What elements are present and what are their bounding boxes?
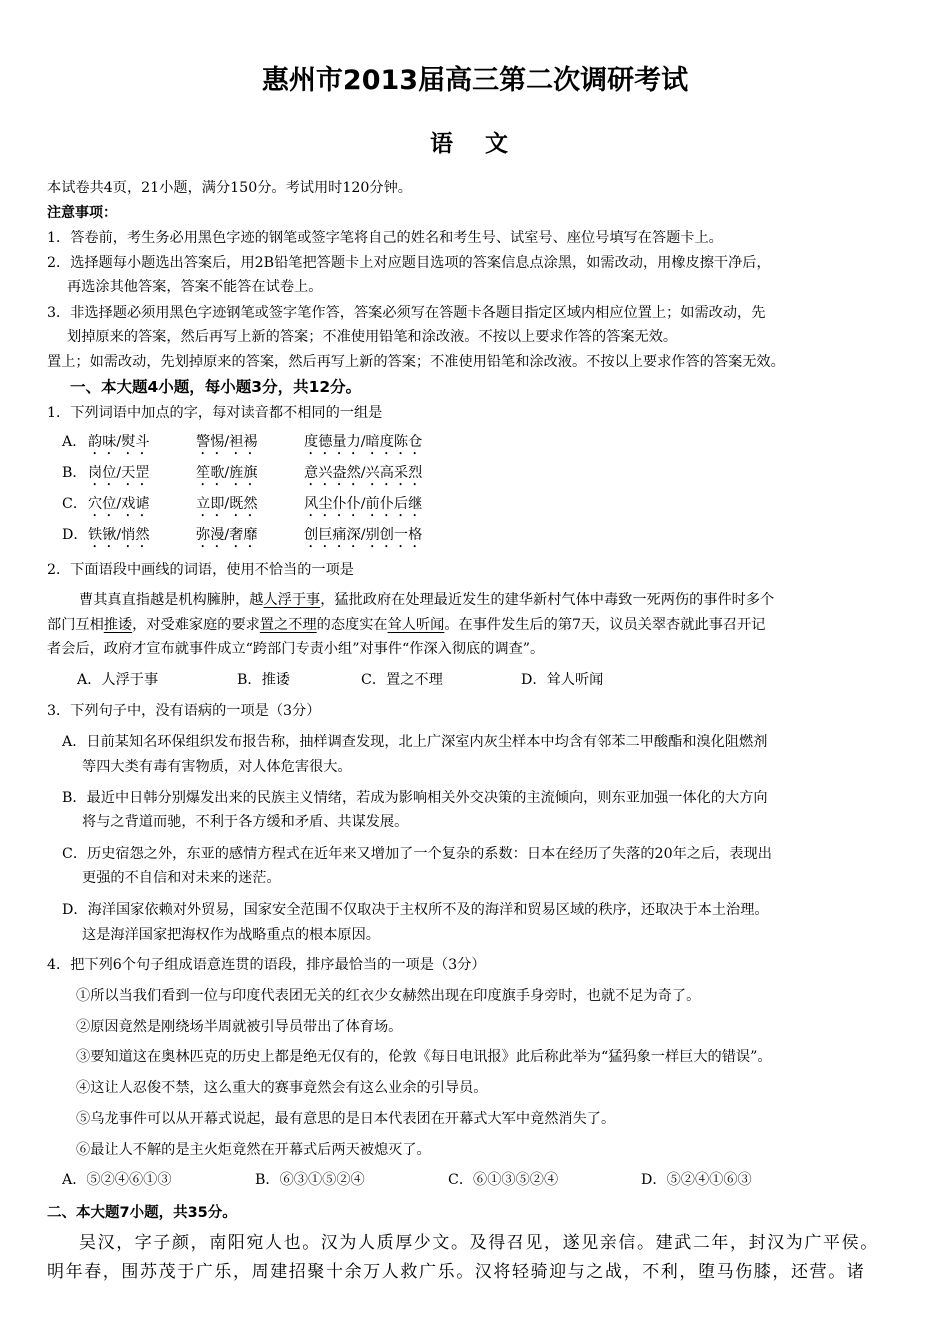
option: D．⑤②④①⑥③: [641, 1172, 752, 1188]
q4-sentence: ③要知道这在奥林匹克的历史上都是绝无仅有的，伦敦《每日电讯报》此后称此举为“猛犸象一样巨大的错误”。: [76, 1049, 772, 1065]
notice-item: 1．答卷前，考生务必用黑色字迹的钢笔或签字笔将自己的姓名和考生号、试室号、座位号填写在答题卡上。: [47, 230, 723, 246]
option-word: 度德量力/暗度陈仓: [304, 434, 423, 450]
section-heading: 一、本大题4小题，每小题3分，共12分。: [70, 378, 362, 396]
option-word: 意兴盎然/兴高采烈: [304, 465, 423, 481]
option-word: 警惕/袒裼: [196, 434, 258, 450]
q4-options: [62, 1170, 752, 1190]
option: B．推诿: [237, 672, 290, 688]
q1-option-row: [62, 494, 422, 520]
notice-item: 划掉原来的答案，然后再写上新的答案；不准使用铅笔和涂改液。不按以上要求作答的答案无效。: [67, 329, 678, 345]
option: A．⑤②④⑥①③: [62, 1172, 172, 1188]
underlined-word: 推诿: [103, 617, 133, 633]
q4-sentence: ⑤乌龙事件可以从开幕式说起，最有意思的是日本代表团在开幕式大军中竟然消失了。: [76, 1111, 616, 1127]
classical-passage-line: 明年春，围苏茂于广乐，周建招聚十余万人救广乐。汉将轻骑迎与之战，不利，堕马伤膝，还营。诸: [47, 1262, 866, 1282]
question-stem: 2．下面语段中画线的词语，使用不恰当的一项是: [47, 562, 354, 578]
question-stem: 1．下列词语中加点的字，每对读音都不相同的一组是: [47, 405, 383, 421]
underlined-word: 人浮于事: [263, 592, 321, 608]
exam-intro: 本试卷共4页，21小题，满分150分。考试用时120分钟。: [47, 180, 412, 196]
option-word: 铁锹/悄然: [88, 527, 150, 543]
q3-option-line: C．历史宿怨之外，东亚的感情方程式在近年来又增加了一个复杂的系数：日本在经历了失落的20年之后，表现出: [62, 846, 772, 862]
option-label: D．: [62, 527, 88, 543]
option-word: 弥漫/奢靡: [196, 527, 258, 543]
q1-option-row: [62, 463, 422, 489]
q2-passage-line: 者会后，政府才宣布就事件成立“跨部门专责小组”对事件“作深入彻底的调查”。: [47, 641, 545, 657]
q2-passage-line: [79, 590, 774, 610]
option: D．耸人听闻: [521, 672, 604, 688]
q3-option-line: A．日前某知名环保组织发布报告称，抽样调查发现，北上广深室内灰尘样本中均含有邻苯二甲酸酯和溴化阻燃剂: [62, 734, 768, 750]
option: A．人浮于事: [77, 672, 159, 688]
question-stem: 3．下列句子中，没有语病的一项是（3分）: [47, 703, 321, 719]
subject-title: 语 文: [429, 131, 520, 157]
passage-text: 的态度实在: [316, 617, 388, 633]
option: C．⑥①③⑤②④: [448, 1172, 559, 1188]
passage-text: ，猛批政府在处理最近发生的建华新村气体中毒致一死两伤的事件时多个: [320, 592, 775, 608]
option: C．置之不理: [361, 672, 443, 688]
q1-option-row: [62, 525, 422, 551]
notice-item: 置上；如需改动，先划掉原来的答案，然后再写上新的答案；不准使用铅笔和涂改液。不按以上要求作答的答案无效。: [47, 354, 785, 370]
q3-option-line: D．海洋国家依赖对外贸易，国家安全范围不仅取决于主权所不及的海洋和贸易区域的秩序，还取决于本土治理。: [62, 902, 769, 918]
q2-options: [77, 670, 603, 690]
option-label: C．: [62, 496, 88, 512]
passage-text: 。在事件发生后的第7天，议员关翠杏就此事召开记: [444, 617, 766, 633]
underlined-word: 置之不理: [259, 617, 317, 633]
option-word: 穴位/戏谑: [88, 496, 150, 512]
q4-sentence: ②原因竟然是刚绕场半周就被引导员带出了体育场。: [76, 1019, 403, 1035]
notice-item: 3．非选择题必须用黑色字迹钢笔或签字笔作答，答案必须写在答题卡各题目指定区域内相应位置上；如需改动，先: [47, 305, 766, 321]
passage-text: 曹其真直指越是机构臃肿，越: [79, 592, 264, 608]
option-word: 韵味/熨斗: [88, 434, 150, 450]
q3-option-line: 更强的不自信和对未来的迷茫。: [82, 870, 281, 886]
q3-option-line: 这是海洋国家把海权作为战略重点的根本原因。: [82, 927, 380, 943]
option: B．⑥③①⑤②④: [255, 1172, 365, 1188]
option-word: 笙歌/旌旗: [196, 465, 258, 481]
classical-passage-line: 吴汉，字子颜，南阳宛人也。汉为人质厚少文。及得召见，遂见亲信。建武二年，封汉为广平侯。: [79, 1233, 879, 1253]
underlined-word: 耸人听闻: [387, 617, 445, 633]
q2-passage-line: [47, 615, 766, 635]
option-label: B．: [62, 465, 87, 481]
notice-item: 2．选择题每小题选出答案后，用2B铅笔把答题卡上对应题目选项的答案信息点涂黑，如需改动，用橡皮擦干净后，: [47, 255, 771, 271]
q4-sentence: ④这让人忍俊不禁，这么重大的赛事竟然会有这么业余的引导员。: [76, 1080, 488, 1096]
passage-text: 部门互相: [47, 617, 104, 633]
q4-sentence: ①所以当我们看到一位与印度代表团无关的红衣少女赫然出现在印度旗手身旁时，也就不足为奇了。: [76, 988, 701, 1004]
section-heading: 二、本大题7小题，共35分。: [47, 1205, 237, 1221]
q4-sentence: ⑥最让人不解的是主火炬竟然在开幕式后两天被熄灭了。: [76, 1142, 431, 1158]
notice-heading: 注意事项：: [47, 205, 117, 221]
option-label: A．: [62, 434, 87, 450]
option-word: 风尘仆仆/前仆后继: [304, 496, 423, 512]
notice-item: 再选涂其他答案，答案不能答在试卷上。: [67, 279, 323, 295]
q1-option-row: [62, 432, 422, 458]
option-word: 立即/既然: [196, 496, 258, 512]
option-word: 岗位/天罡: [88, 465, 150, 481]
page-title: 惠州市2013届高三第二次调研考试: [261, 65, 689, 96]
q3-option-line: 将与之背道而驰，不利于各方缓和矛盾、共谋发展。: [82, 814, 409, 830]
option-word: 创巨痛深/别创一格: [304, 527, 423, 543]
passage-text: ，对受难家庭的要求: [132, 617, 260, 633]
q3-option-line: 等四大类有毒有害物质，对人体危害很大。: [82, 759, 352, 775]
question-stem: 4．把下列6个句子组成语意连贯的语段，排序最恰当的一项是（3分）: [47, 957, 486, 973]
q3-option-line: B．最近中日韩分别爆发出来的民族主义情绪，若成为影响相关外交决策的主流倾向，则东亚加强一体化的大方向: [62, 790, 768, 806]
